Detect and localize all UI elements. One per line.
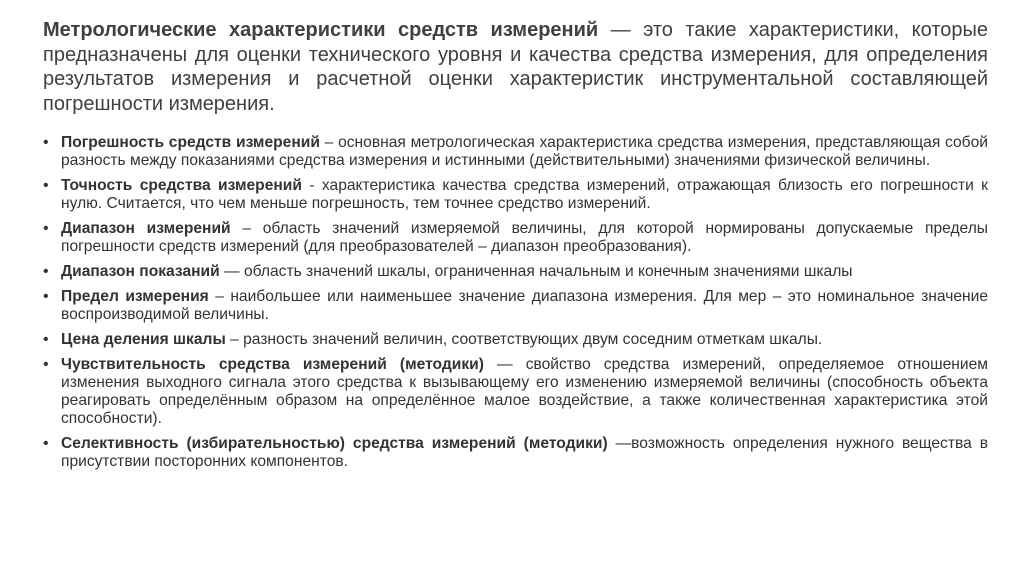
bullet-icon: • [43,435,49,452]
bullet-icon: • [43,288,49,305]
item-text: — область значений шкалы, ограниченная начальным и конечным значениями шкалы [219,263,853,280]
list-item [43,331,988,349]
item-text: – наибольшее или наименьшее значение диапазона измерения. Для мер – это номинальное значение воспроизводимой величины. [61,288,988,323]
item-term: Предел измерения [61,288,209,305]
list-item [43,288,988,324]
item-text: —возможность определения нужного вещества в присутствии посторонних компонентов. [61,435,988,470]
bullet-icon: • [43,177,49,194]
item-term: Диапазон показаний [61,263,220,280]
list-item [43,356,988,428]
intro-text: — это такие характеристики, которые предназначены для оценки технического уровня и качества средства измерения, для определения результатов измерения и расчетной оценки характеристик инструментальной составляющей погрешности измерения. [43,19,988,115]
bullet-icon: • [43,356,49,373]
list-item [43,263,988,281]
item-text: – область значений измеряемой величины, для которой нормированы допускаемые пределы погрешности средств измерений (для преобразователей – диапазон преобразования). [61,220,989,255]
bullet-icon: • [43,220,49,237]
list-item [43,177,988,213]
list-item [43,220,988,256]
bullet-icon: • [43,331,49,348]
bullet-icon: • [43,134,49,151]
item-text: — свойство средства измерений, определяемое отношением изменения выходного сигнала этого средства к вызывающему его изменению измеряемой величины (способность объекта реагировать определённым образом на определённое малое воздействие, а также количественная характеристика этой способности). [61,356,988,427]
definitions-list [43,134,988,478]
item-term: Погрешность средств измерений [61,134,320,151]
list-item [43,435,988,471]
item-text: – основная метрологическая характеристика средства измерения, представляющая собой разность между показаниями средства измерения и истинными (действительными) значениями физической величины. [61,134,988,169]
bullet-icon: • [43,263,49,280]
item-term: Диапазон измерений [61,220,231,237]
list-item [43,134,988,170]
intro-paragraph [43,18,988,116]
item-text: – разность значений величин, соответствующих двум соседним отметкам шкалы. [225,331,823,348]
item-term: Селективность (избирательностью) средства измерений (методики) [61,435,608,452]
item-term: Цена деления шкалы [61,331,226,348]
item-term: Точность средства измерений [61,177,302,194]
item-term: Чувствительность средства измерений (методики) [61,356,484,373]
item-text: - характеристика качества средства измерений, отражающая близость его погрешности к нулю. Считается, что чем меньше погрешность, тем точнее средство измерений. [61,177,988,212]
intro-term: Метрологические характеристики средств измерений [43,19,599,41]
